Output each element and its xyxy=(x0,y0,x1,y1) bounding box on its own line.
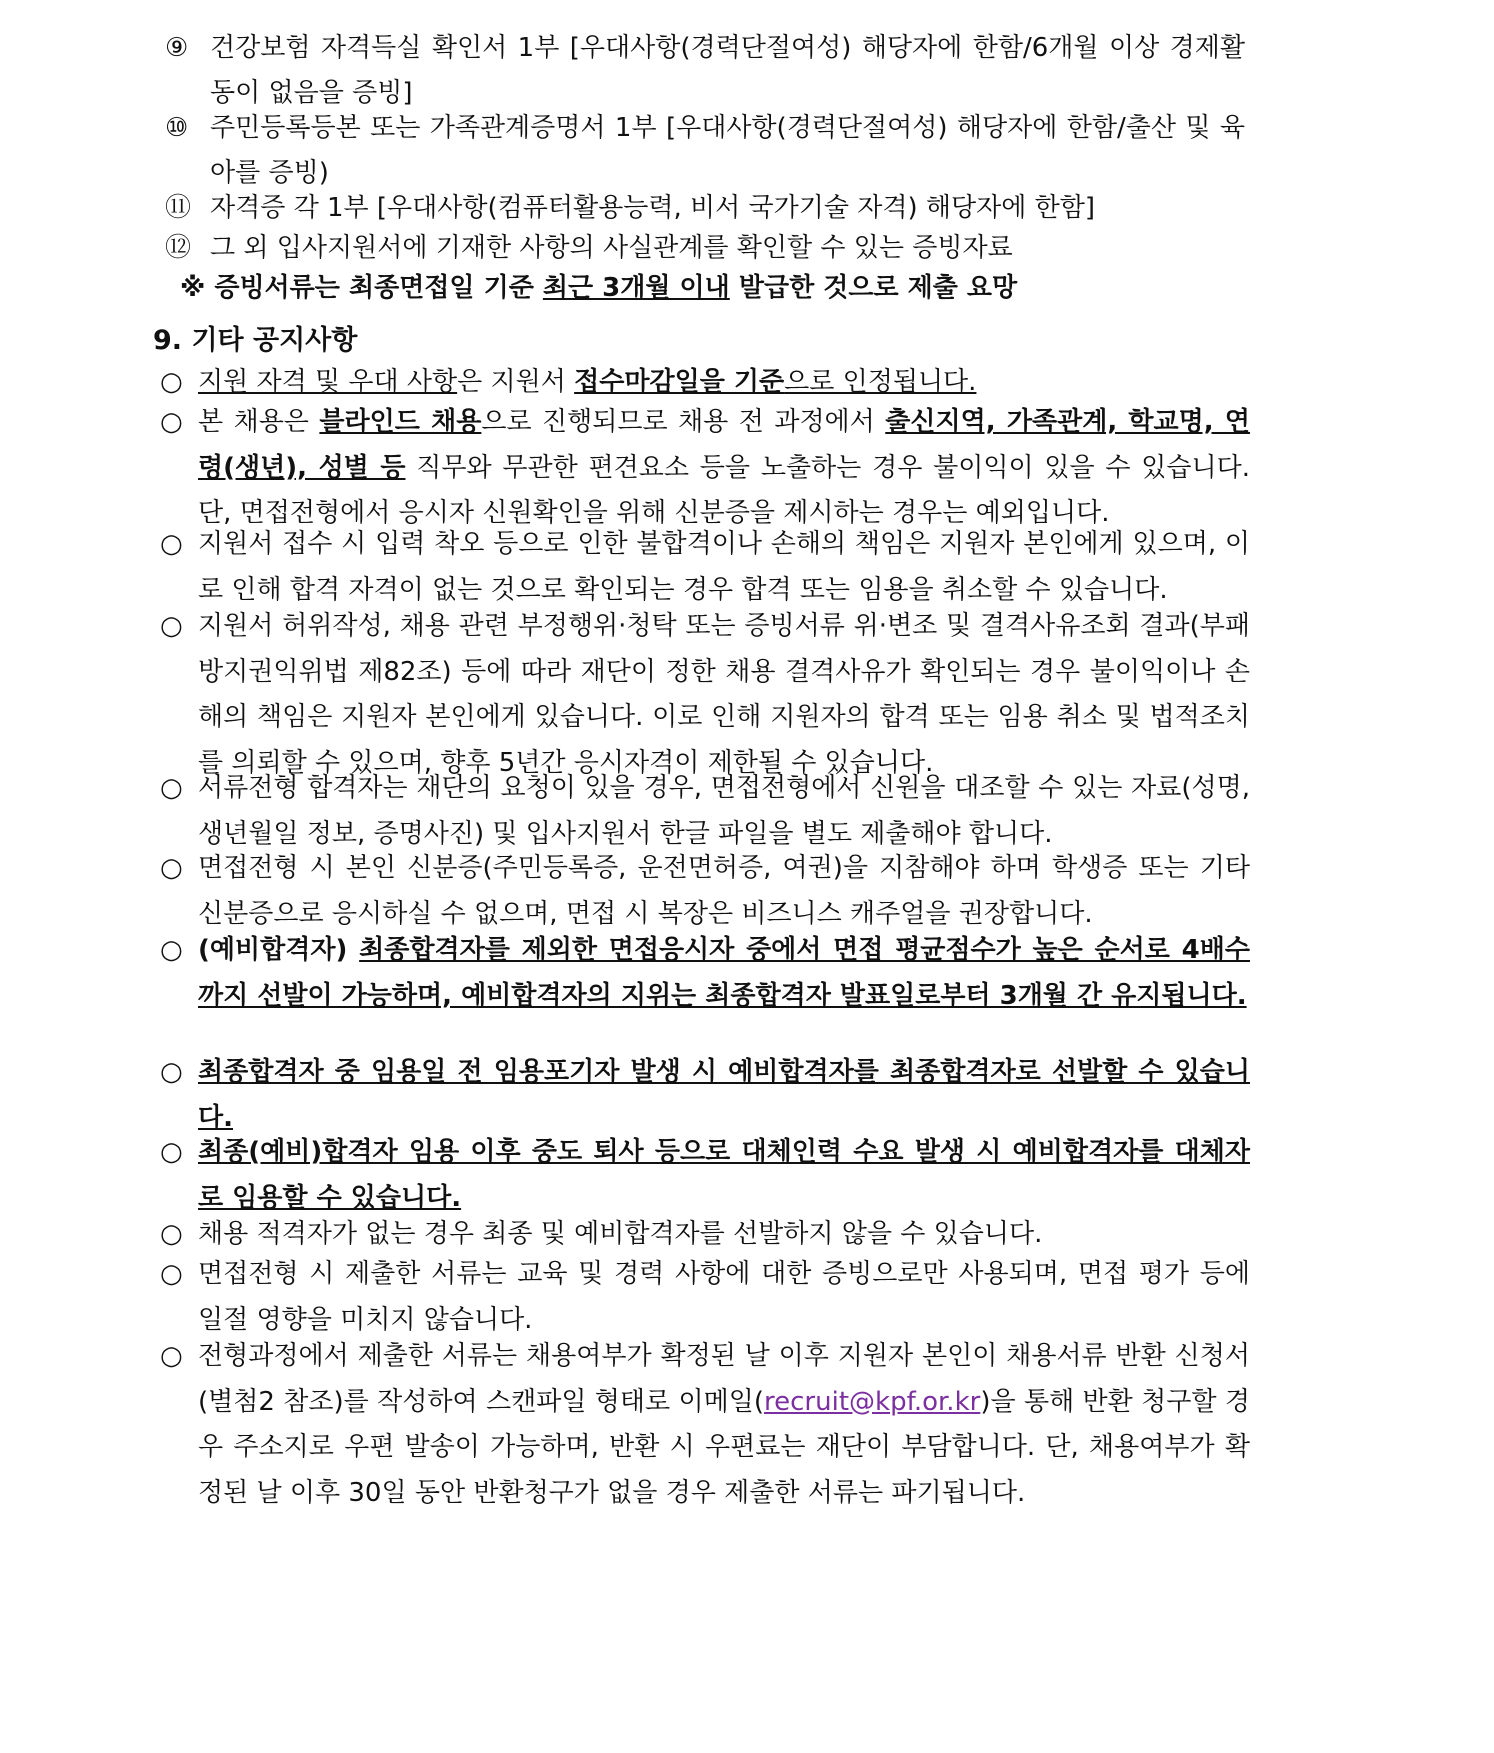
plain-text: 으로 진행되므로 채용 전 과정에서 xyxy=(481,407,886,437)
bullet-marker: ○ xyxy=(160,1137,183,1167)
item-marker: ⑫ xyxy=(165,233,192,263)
bullet-marker: ○ xyxy=(160,367,183,397)
bold-underlined-text: 출신지역, 가족관계, 학교명, 연령(생년), 성별 등 xyxy=(198,407,1251,483)
note-text: ※ 증빙서류는 최종면접일 기준 xyxy=(180,273,543,303)
item-text: 그 외 입사지원서에 기재한 사항의 사실관계를 확인할 수 있는 증빙자료 xyxy=(210,233,1013,263)
bullet-text: 면접전형 시 제출한 서류는 교육 및 경력 사항에 대한 증빙으로만 사용되며, 면접 평가 등에 일절 영향을 미치지 않습니다. xyxy=(198,1259,1250,1335)
bullet-text: 지원서 접수 시 입력 착오 등으로 인한 불합격이나 손해의 책임은 지원자 본인에게 있으며, 이로 인해 합격 자격이 없는 것으로 확인되는 경우 합격 또는 임용을 취소할 수 있습니다. xyxy=(198,529,1250,605)
notice-bullet-6 xyxy=(160,846,1250,937)
list-item-11 xyxy=(165,186,1245,231)
bullet-text: 최종(예비)합격자 임용 이후 중도 퇴사 등으로 대체인력 수요 발생 시 예비합격자를 대체자로 임용할 수 있습니다. xyxy=(198,1137,1250,1213)
bullet-text: 지원서 허위작성, 채용 관련 부정행위·청탁 또는 증빙서류 위·변조 및 결격사유조회 결과(부패방지권익위법 제82조) 등에 따라 재단이 정한 채용 결격사유가 확인되는 경우 불이익이나 손해의 책임은 지원자 본인에게 있습니다. 이로 인해 지원자의 합격 또는 임용 취소 및 법적조치를 의뢰할 수 있으며, 향후 5년간 응시자격이 제한될 수 있습니다. xyxy=(198,611,1250,778)
bold-underlined-text: 접수마감일을 기준 xyxy=(574,367,785,397)
bullet-text xyxy=(160,360,1250,406)
notice-bullet-3 xyxy=(160,522,1250,613)
bullet-text: 채용 적격자가 없는 경우 최종 및 예비합격자를 선발하지 않을 수 있습니다. xyxy=(198,1219,1043,1249)
notice-bullet-2 xyxy=(160,400,1250,537)
bullet-text xyxy=(160,928,1250,1019)
list-item-9 xyxy=(165,26,1245,116)
bullet-marker: ○ xyxy=(160,407,183,437)
bullet-marker: ○ xyxy=(160,1259,183,1289)
bullet-marker: ○ xyxy=(160,853,183,883)
bullet-marker: ○ xyxy=(160,529,183,559)
section-title: 9. 기타 공지사항 xyxy=(153,325,358,356)
bullet-text: 면접전형 시 본인 신분증(주민등록증, 운전면허증, 여권)을 지참해야 하며 학생증 또는 기타 신분증으로 응시하실 수 없으며, 면접 시 복장은 비즈니스 캐주얼을 권장합니다. xyxy=(198,853,1250,929)
bullet-text xyxy=(160,1334,1250,1516)
bold-underlined-text: 블라인드 채용 xyxy=(319,407,482,437)
note-text-end: 발급한 것으로 제출 요망 xyxy=(729,273,1018,303)
underlined-text: 지원 자격 및 우대 사항 xyxy=(198,367,458,397)
item-marker: ⑪ xyxy=(165,193,192,223)
bullet-marker: ○ xyxy=(160,1057,183,1087)
plain-text: 본 채용은 xyxy=(198,407,320,437)
plain-text: 직무와 무관한 편견요소 등을 노출하는 경우 불이익이 있을 수 있습니다. 단, 면접전형에서 응시자 신원확인을 위해 신분증을 제시하는 경우는 예외입니다. xyxy=(198,452,1250,528)
notice-bullet-12 xyxy=(160,1334,1250,1516)
notice-bullet-4 xyxy=(160,604,1250,786)
bullet-text: 서류전형 합격자는 재단의 요청이 있을 경우, 면접전형에서 신원을 대조할 수 있는 자료(성명, 생년월일 정보, 증명사진) 및 입사지원서 한글 파일을 별도 제출해야 합니다. xyxy=(198,773,1250,849)
notice-bullet-11 xyxy=(160,1252,1250,1343)
underlined-text: 으로 인정됩니다. xyxy=(784,367,977,397)
item-marker: ⑨ xyxy=(165,33,189,63)
list-item-12 xyxy=(165,226,1245,271)
notice-bullet-8 xyxy=(160,1050,1250,1141)
notice-bullet-10 xyxy=(160,1212,1250,1258)
bold-underlined-text: 최종합격자를 제외한 면접응시자 중에서 면접 평균점수가 높은 순서로 4배수까지 선발이 가능하며, 예비합격자의 지위는 최종합격자 발표일로부터 3개월 간 유지됩니다. xyxy=(198,935,1250,1011)
note-emphasis: 최근 3개월 이내 xyxy=(542,273,730,303)
bullet-marker: ○ xyxy=(160,773,183,803)
bullet-marker: ○ xyxy=(160,1341,183,1371)
bullet-text: 최종합격자 중 임용일 전 임용포기자 발생 시 예비합격자를 최종합격자로 선발할 수 있습니다. xyxy=(198,1057,1250,1133)
bullet-marker: ○ xyxy=(160,935,183,965)
bullet-marker: ○ xyxy=(160,611,183,641)
bullet-text xyxy=(160,400,1250,537)
notice-bullet-1 xyxy=(160,360,1250,406)
plain-text: 전형과정에서 제출한 서류는 채용여부가 확정된 날 이후 지원자 본인이 채용서류 반환 신청서(별첨2 참조)를 작성하여 스캔파일 형태로 이메일( xyxy=(198,1341,1250,1417)
notice-bullet-5 xyxy=(160,766,1250,857)
plain-text: )을 통해 반환 청구할 경우 주소지로 우편 발송이 가능하며, 반환 시 우편료는 재단이 부담합니다. 단, 채용여부가 확정된 날 이후 30일 동안 반환청구가 없을 경우 제출한 서류는 파기됩니다. xyxy=(198,1386,1250,1508)
bullet-marker: ○ xyxy=(160,1219,183,1249)
email-link[interactable]: recruit@kpf.or.kr xyxy=(764,1386,981,1417)
notice-bullet-7 xyxy=(160,928,1250,1019)
item-text: 건강보험 자격득실 확인서 1부 [우대사항(경력단절여성) 해당자에 한함/6개월 이상 경제활동이 없음을 증빙] xyxy=(210,33,1245,108)
list-item-10 xyxy=(165,106,1245,196)
item-text: 주민등록등본 또는 가족관계증명서 1부 [우대사항(경력단절여성) 해당자에 한함/출산 및 육아를 증빙) xyxy=(210,113,1245,188)
notice-bullet-9 xyxy=(160,1130,1250,1221)
document-note xyxy=(180,266,1240,311)
bold-text: (예비합격자) xyxy=(198,935,360,965)
item-text: 자격증 각 1부 [우대사항(컴퓨터활용능력, 비서 국가기술 자격) 해당자에 한함] xyxy=(210,193,1095,223)
plain-text: 은 지원서 xyxy=(457,367,575,397)
item-marker: ⑩ xyxy=(165,113,189,143)
